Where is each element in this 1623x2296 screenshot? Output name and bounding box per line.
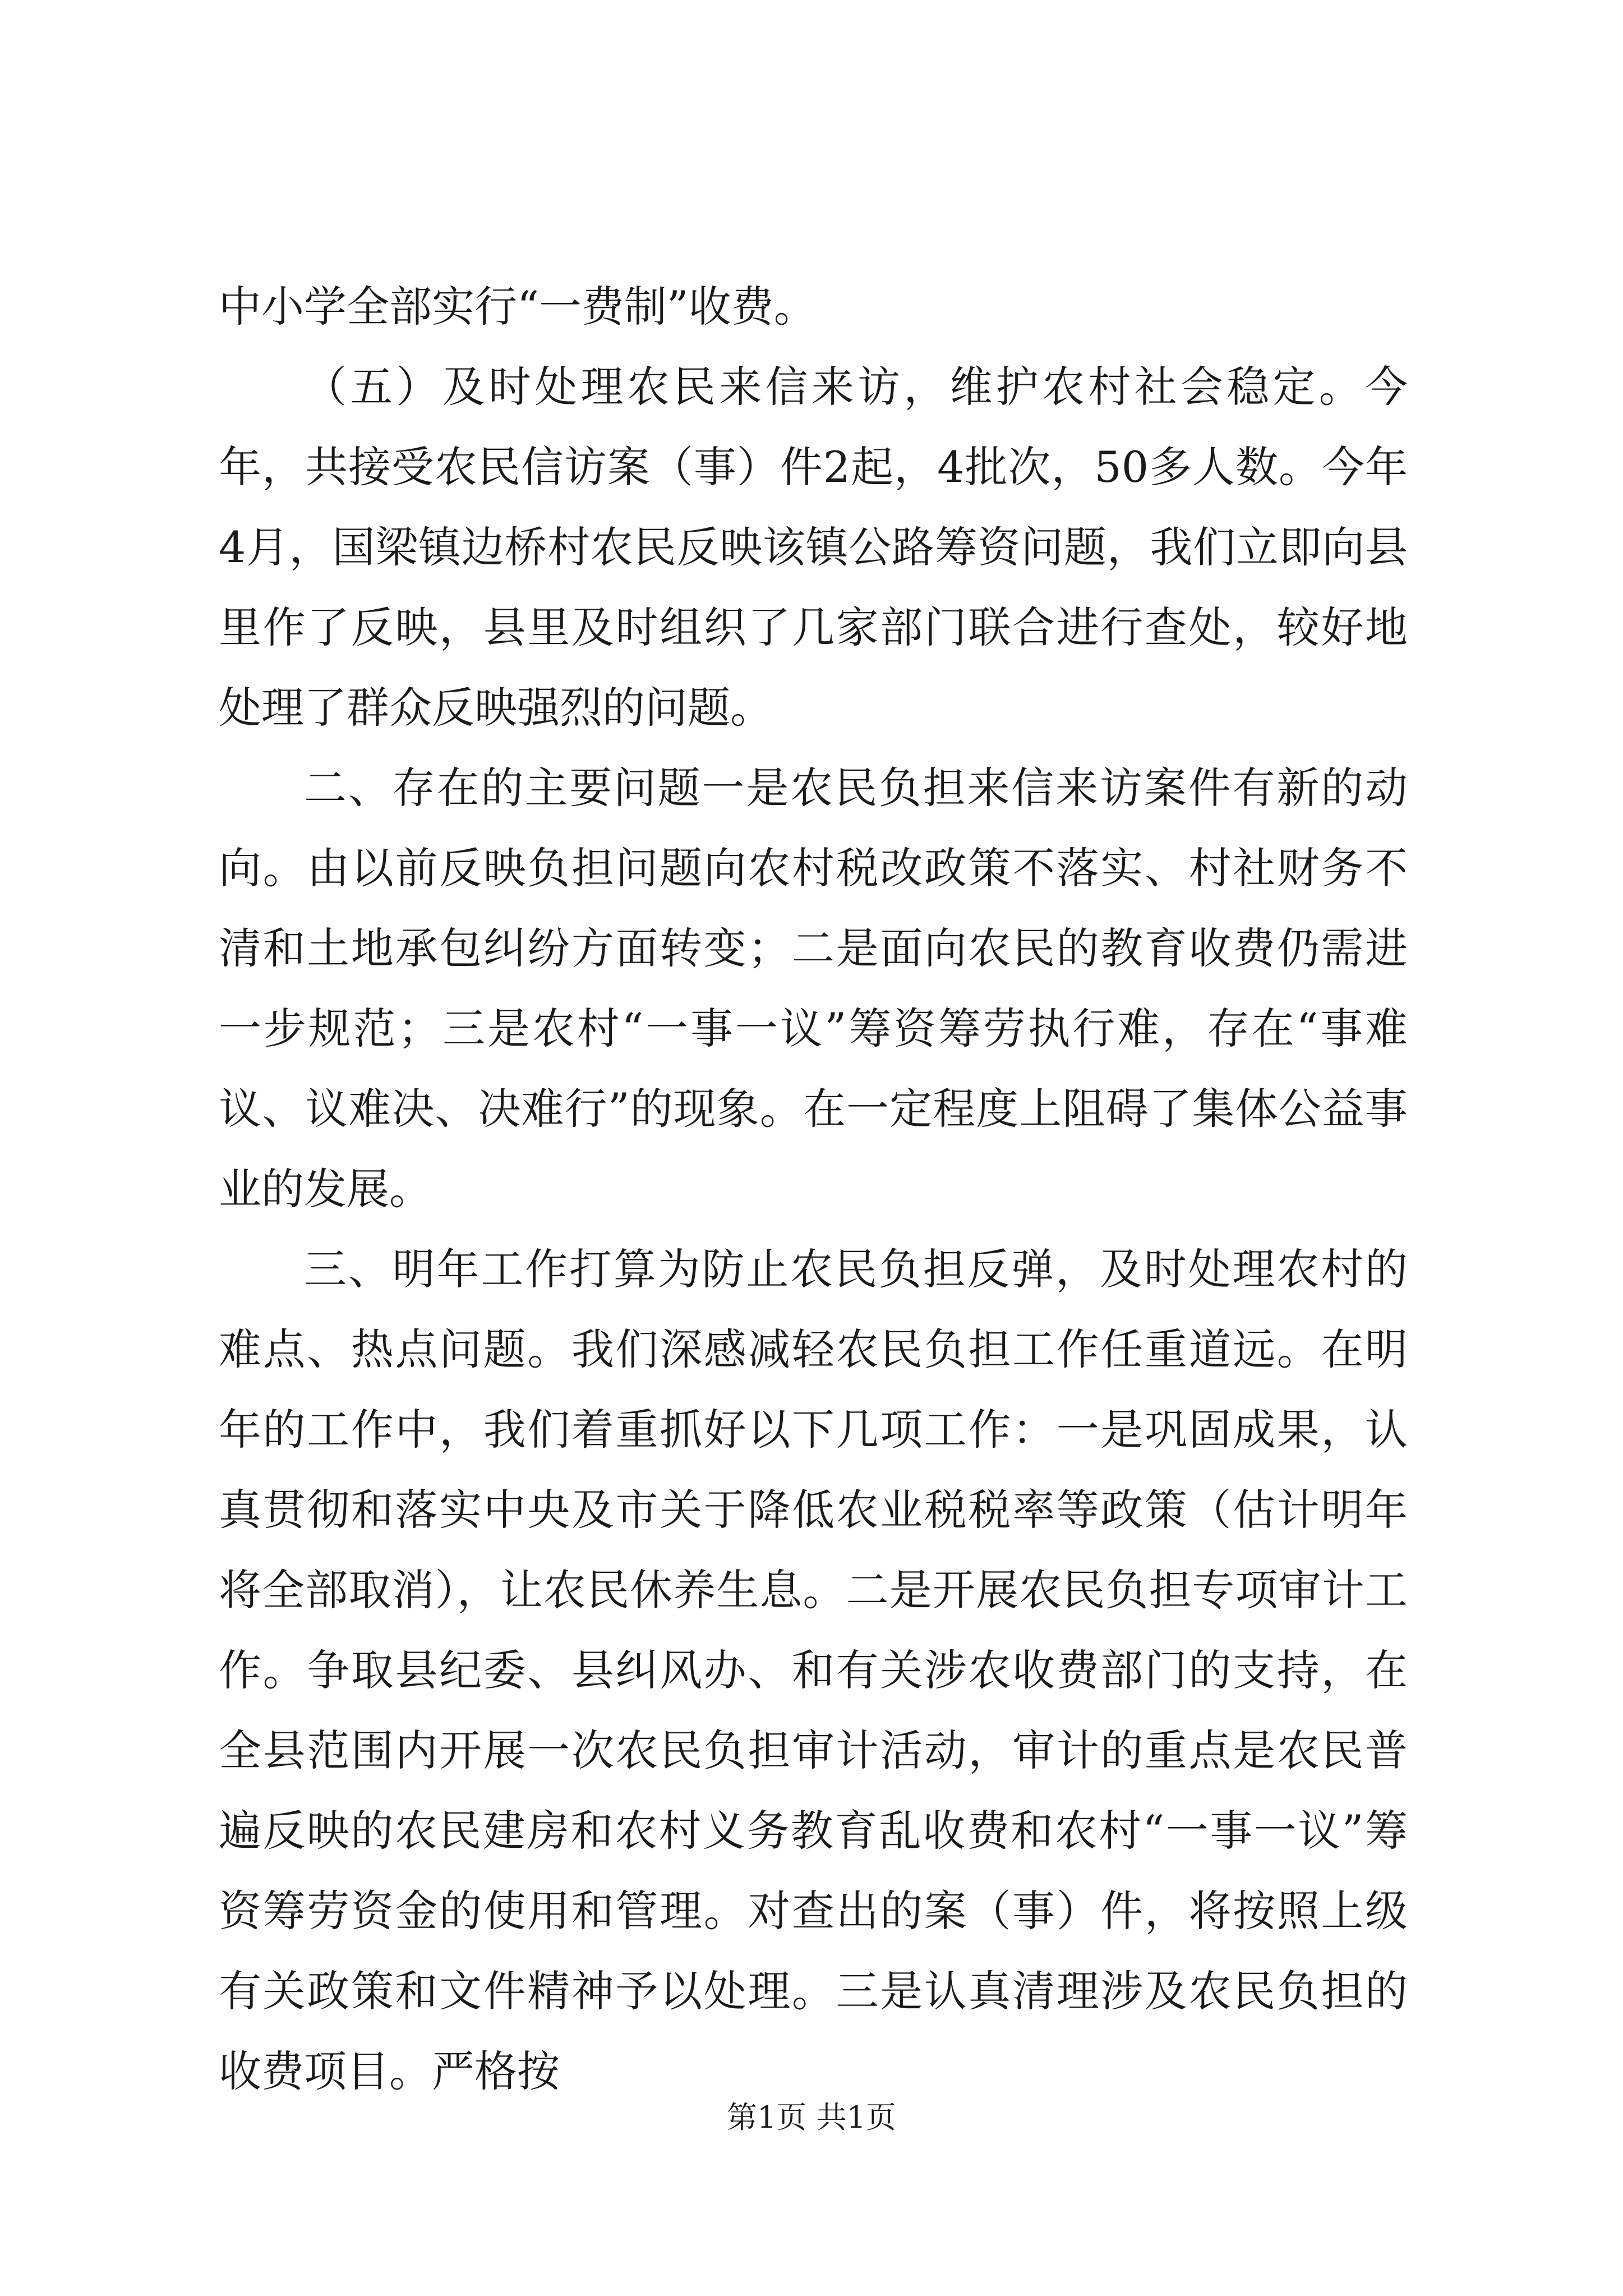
paragraph-1: 中小学全部实行“一费制”收费。 bbox=[219, 282, 817, 332]
page-number-label: 第1页 共1页 bbox=[727, 2100, 896, 2135]
document-body bbox=[219, 266, 1408, 2111]
page-footer bbox=[0, 2098, 1623, 2137]
paragraph-3: 二、存在的主要问题一是农民负担来信来访案件有新的动向。由以前反映负担问题向农村税改政策不落实、村社财务不清和土地承包纠纷方面转变；二是面向农民的教育收费仍需进一步规范；三是农村“一事一议”筹资筹劳执行难，存在“事难议、议难决、决难行”的现象。在一定程度上阻碍了集体公益事业的发展。 bbox=[219, 763, 1408, 1214]
paragraph-2: （五）及时处理农民来信来访，维护农村社会稳定。今年，共接受农民信访案（事）件2起，4批次，50多人数。今年4月，国梁镇边桥村农民反映该镇公路筹资问题，我们立即向县里作了反映，县里及时组织了几家部门联合进行查处，较好地处理了群众反映强烈的问题。 bbox=[219, 362, 1408, 733]
paragraph-4: 三、明年工作打算为防止农民负担反弹，及时处理农村的难点、热点问题。我们深感减轻农民负担工作任重道远。在明年的工作中，我们着重抓好以下几项工作：一是巩固成果，认真贯彻和落实中央及市关于降低农业税税率等政策（估计明年将全部取消），让农民休养生息。二是开展农民负担专项审计工作。争取县纪委、县纠风办、和有关涉农收费部门的支持，在全县范围内开展一次农民负担审计活动，审计的重点是农民普遍反映的农民建房和农村义务教育乱收费和农村“一事一议”筹资筹劳资金的使用和管理。对查出的案（事）件，将按照上级有关政策和文件精神予以处理。三是认真清理涉及农民负担的收费项目。严格按 bbox=[219, 1244, 1408, 2096]
